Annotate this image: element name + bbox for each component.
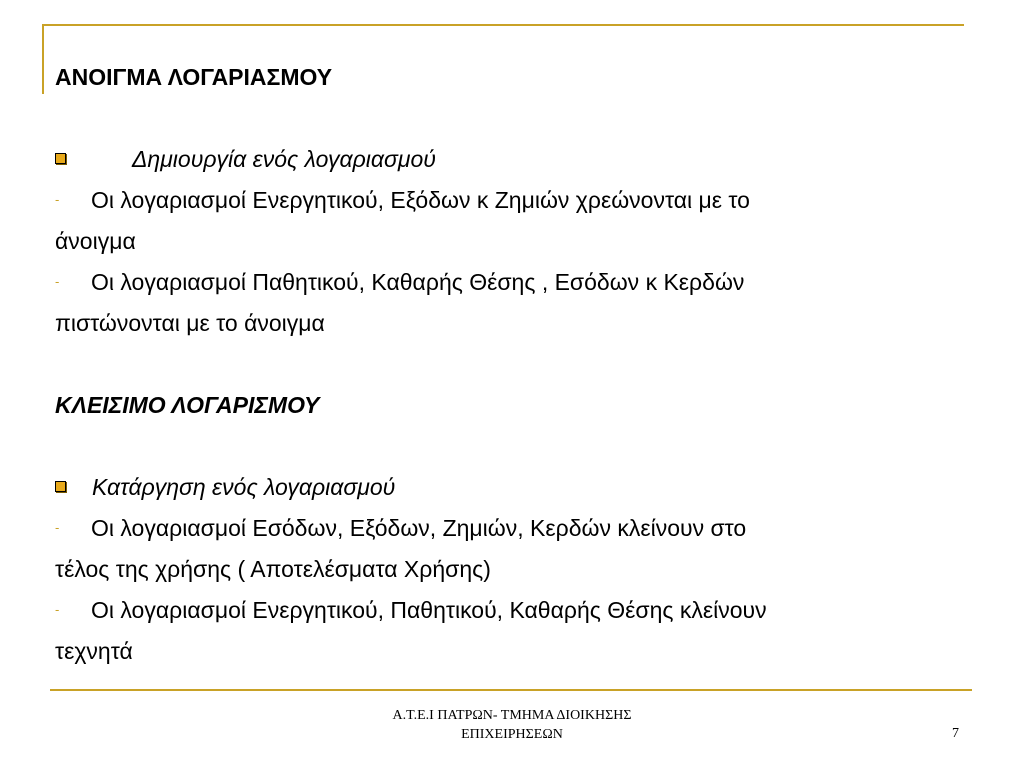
closing-heading: ΚΛΕΙΣΙΜΟ ΛΟΓΑΡΙΣΜΟΥ: [55, 392, 320, 418]
footer-line-1: Α.Τ.Ε.Ι ΠΑΤΡΩΝ- ΤΜΗΜΑ ΔΙΟΙΚΗΣΗΣ: [392, 708, 632, 723]
closing-bullet-text: Κατάργηση ενός λογαριασμού: [92, 474, 396, 500]
closing-item-2-line1: Οι λογαριασμοί Ενεργητικού, Παθητικού, Καθαρής Θέσης κλείνουν: [91, 597, 767, 623]
dash-icon: -: [55, 520, 60, 536]
closing-item-1: [55, 508, 955, 549]
closing-item-2-cont: τεχνητά: [55, 638, 133, 664]
spacer: [55, 98, 955, 139]
dash-icon: -: [55, 192, 60, 208]
closing-bullet-line: [55, 467, 955, 508]
top-rule: [42, 24, 964, 26]
opening-item-1-cont: άνοιγμα: [55, 228, 136, 254]
closing-item-1-cont: τέλος της χρήσης ( Αποτελέσματα Χρήσης): [55, 556, 491, 582]
footer-line-2: ΕΠΙΧΕΙΡΗΣΕΩΝ: [461, 727, 563, 742]
opening-heading: ΑΝΟΙΓΜΑ ΛΟΓΑΡΙΑΣΜΟΥ: [55, 64, 333, 90]
square-bullet-icon: [55, 481, 66, 492]
square-bullet-icon: [55, 153, 66, 164]
footer: [0, 706, 1024, 744]
spacer: [55, 426, 955, 467]
opening-bullet-line: [55, 139, 955, 180]
slide-content: [55, 57, 955, 672]
opening-item-2-cont: πιστώνονται με το άνοιγμα: [55, 310, 325, 336]
opening-item-2: [55, 262, 955, 303]
bottom-rule: [50, 689, 972, 691]
spacer: [55, 344, 955, 385]
dash-icon: -: [55, 602, 60, 618]
opening-item-2-line1: Οι λογαριασμοί Παθητικού, Καθαρής Θέσης , Εσόδων κ Κερδών: [91, 269, 745, 295]
closing-item-2: [55, 590, 955, 631]
closing-item-1-line1: Οι λογαριασμοί Εσόδων, Εξόδων, Ζημιών, Κερδών κλείνουν στο: [91, 515, 747, 541]
left-rule: [42, 24, 44, 94]
dash-icon: -: [55, 274, 60, 290]
page-number: 7: [952, 726, 959, 741]
opening-item-1-line1: Οι λογαριασμοί Ενεργητικού, Εξόδων κ Ζημιών χρεώνονται με το: [91, 187, 750, 213]
opening-bullet-text: Δημιουργία ενός λογαριασμού: [132, 146, 436, 172]
opening-item-1: [55, 180, 955, 221]
